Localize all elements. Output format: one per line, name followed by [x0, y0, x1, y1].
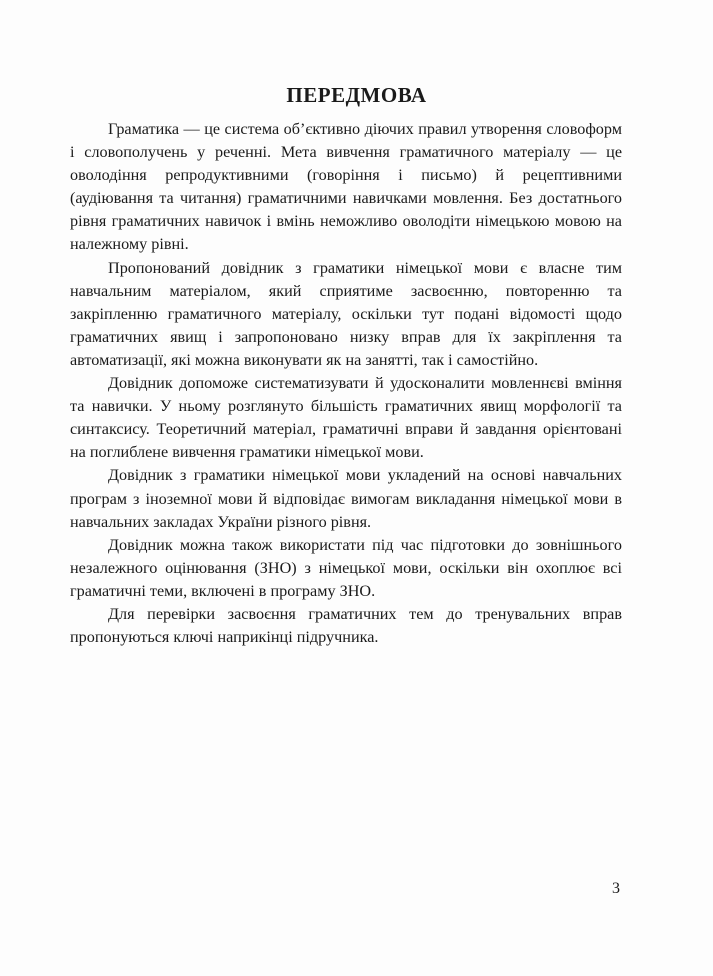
paragraph: Довідник з граматики німецької мови укладений на основі навчальних програм з іноземної мови й відповідає вимогам викладання німецької мови в навчальних закладах України різного рівня.: [70, 466, 622, 531]
paragraph: Граматика — це система об’єктивно діючих правил утворення словоформ і словополучень у реченні. Мета вивчення граматичного матеріалу — це оволодіння репродуктивними (говоріння і письмо) й рецептивними (аудіювання та читання) граматичними навичками мовлення. Без достатнього рівня граматичних навичок і вмінь неможливо оволодіти німецькою мовою на належному рівні.: [70, 120, 622, 254]
page-title: ПЕРЕДМОВА: [286, 83, 427, 107]
paragraph: Довідник допоможе систематизувати й удосконалити мовленнєві вміння та навички. У ньому розглянуто більшість граматичних явищ морфології та синтаксису. Теоретичний матеріал, граматичні вправи й завдання орієнтовані на поглиблене вивчення граматики німецької мови.: [70, 374, 622, 462]
paragraph: Для перевірки засвоєння граматичних тем до тренувальних вправ пропонуються ключі наприкінці підручника.: [70, 604, 622, 647]
page-number: 3: [612, 880, 620, 897]
paragraph: Пропонований довідник з граматики німецької мови є власне тим навчальним матеріалом, який сприятиме засвоєнню, повторенню та закріпленню граматичного матеріалу, оскільки тут подані відомості щодо граматичних явищ і запропоновано низку вправ для їх закріплення та автоматизації, які можна виконувати як на занятті, так і самостійно.: [70, 258, 622, 369]
paragraph: Довідник можна також використати під час підготовки до зовнішнього незалежного оцінювання (ЗНО) з німецької мови, оскільки він охоплює всі граматичні теми, включені в програму ЗНО.: [70, 535, 622, 600]
preface-body: [70, 118, 622, 649]
